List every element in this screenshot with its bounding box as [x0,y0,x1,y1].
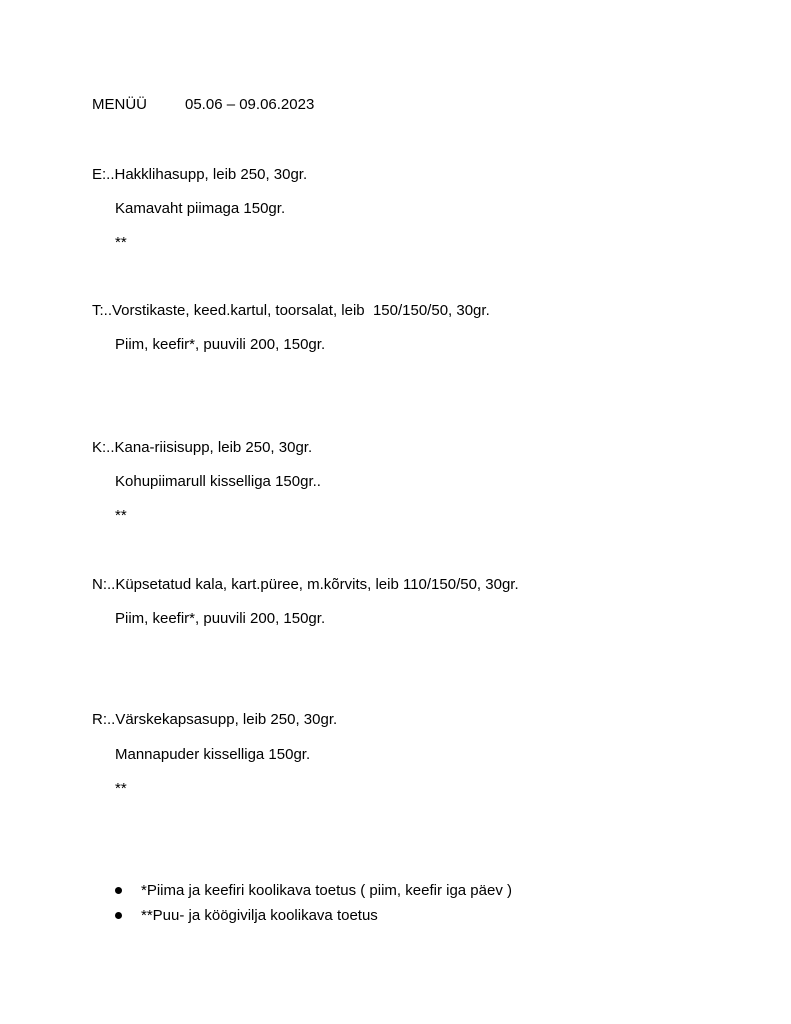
day-wednesday-main: K:..Kana-riisisupp, leib 250, 30gr. [92,439,313,456]
day-thursday-main: N:..Küpsetatud kala, kart.püree, m.kõrvits, leib 110/150/50, 30gr. [92,576,519,593]
day-monday-mark: ** [115,234,127,251]
bullet-icon [115,912,122,919]
footnote-milk: *Piima ja keefiri koolikava toetus ( piim, keefir iga päev ) [141,882,512,899]
day-tuesday-extra: Piim, keefir*, puuvili 200, 150gr. [115,336,326,353]
day-tuesday-main: T:..Vorstikaste, keed.kartul, toorsalat, leib 150/150/50, 30gr. [92,302,490,319]
day-wednesday-mark: ** [115,507,127,524]
day-friday-dessert: Mannapuder kisselliga 150gr. [115,746,311,763]
day-friday-main: R:..Värskekapsasupp, leib 250, 30gr. [92,711,338,728]
bullet-icon [115,887,122,894]
menu-title: MENÜÜ [92,96,147,113]
menu-date-range: 05.06 – 09.06.2023 [185,96,315,113]
footnote-fruit: **Puu- ja köögivilja koolikava toetus [141,907,378,924]
day-wednesday-dessert: Kohupiimarull kisselliga 150gr.. [115,473,321,490]
day-monday-dessert: Kamavaht piimaga 150gr. [115,200,286,217]
day-monday-main: E:..Hakklihasupp, leib 250, 30gr. [92,166,308,183]
day-friday-mark: ** [115,780,127,797]
day-thursday-extra: Piim, keefir*, puuvili 200, 150gr. [115,610,326,627]
